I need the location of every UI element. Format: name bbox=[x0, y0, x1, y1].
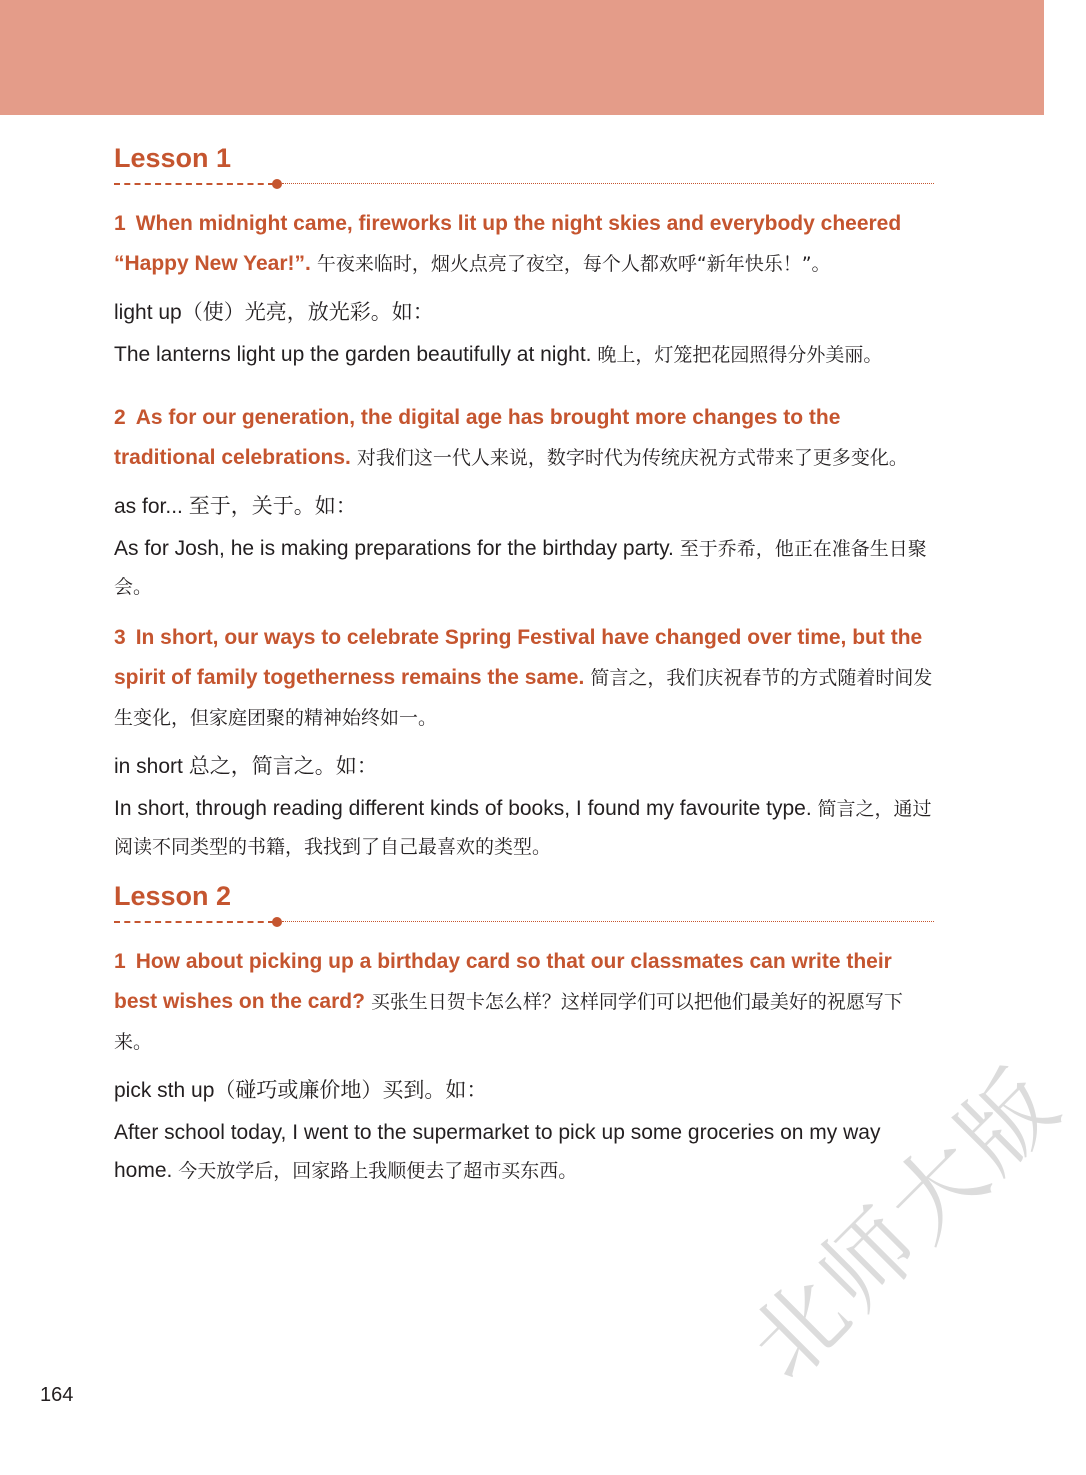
sentence-english: As for our generation, the digital age has brought more changes to the traditional celebrations. bbox=[114, 406, 841, 469]
key-sentence bbox=[114, 942, 934, 1062]
key-sentence bbox=[114, 398, 934, 478]
example-chinese: 至于乔希，他正在准备生日聚会。 bbox=[114, 538, 927, 598]
example-sentence bbox=[114, 530, 934, 606]
page-content bbox=[114, 140, 934, 1202]
page-number: 164 bbox=[40, 1384, 74, 1406]
sentence-english: How about picking up a birthday card so that our classmates can write their best wishes on the card? bbox=[114, 950, 892, 1013]
example-sentence bbox=[114, 1114, 934, 1190]
key-sentence bbox=[114, 204, 934, 284]
sentence-chinese: 对我们这一代人来说，数字时代为传统庆祝方式带来了更多变化。 bbox=[356, 447, 908, 469]
item-number: 2 bbox=[114, 406, 126, 429]
lesson-item bbox=[114, 204, 934, 374]
phrase-note: as for... 至于，关于。如： bbox=[114, 495, 357, 518]
example-chinese: 晚上，灯笼把花园照得分外美丽。 bbox=[597, 344, 883, 366]
phrase-note: pick sth up（碰巧或廉价地）买到。如： bbox=[114, 1079, 488, 1102]
phrase-note: light up（使）光亮，放光彩。如： bbox=[114, 301, 434, 324]
lesson-title: Lesson 1 bbox=[114, 143, 232, 173]
watermark: 北师大版 bbox=[729, 1046, 1082, 1400]
lesson-divider bbox=[114, 916, 934, 928]
lesson-item bbox=[114, 618, 934, 866]
example-sentence bbox=[114, 790, 934, 866]
lesson-title: Lesson 2 bbox=[114, 881, 232, 911]
item-number: 3 bbox=[114, 626, 126, 649]
lesson-item bbox=[114, 942, 934, 1190]
example-english: After school today, I went to the supermarket to pick up some groceries on my way home. bbox=[114, 1121, 881, 1182]
example-english: In short, through reading different kinds of books, I found my favourite type. bbox=[114, 797, 812, 820]
sentence-chinese: 买张生日贺卡怎么样？这样同学们可以把他们最美好的祝愿写下来。 bbox=[114, 991, 903, 1053]
item-number: 1 bbox=[114, 212, 126, 235]
key-sentence bbox=[114, 618, 934, 738]
example-chinese: 简言之，通过阅读不同类型的书籍，我找到了自己最喜欢的类型。 bbox=[114, 798, 932, 858]
sentence-chinese: 午夜来临时，烟火点亮了夜空，每个人都欢呼“新年快乐！”。 bbox=[316, 253, 831, 275]
sentence-english: In short, our ways to celebrate Spring Festival have changed over time, but the spirit of family togetherness remains the same. bbox=[114, 626, 923, 689]
sentence-chinese: 简言之，我们庆祝春节的方式随着时间发生变化，但家庭团聚的精神始终如一。 bbox=[114, 667, 933, 729]
header-band bbox=[0, 0, 1044, 115]
example-english: The lanterns light up the garden beautifully at night. bbox=[114, 343, 592, 366]
example-english: As for Josh, he is making preparations for the birthday party. bbox=[114, 537, 674, 560]
example-sentence bbox=[114, 336, 934, 374]
sentence-english: When midnight came, fireworks lit up the night skies and everybody cheered “Happy New Year!”. bbox=[114, 212, 902, 275]
item-number: 1 bbox=[114, 950, 126, 973]
example-chinese: 今天放学后，回家路上我顺便去了超市买东西。 bbox=[178, 1160, 578, 1182]
phrase-note: in short 总之，简言之。如： bbox=[114, 755, 378, 778]
lesson-divider bbox=[114, 178, 934, 190]
lesson-item bbox=[114, 398, 934, 606]
